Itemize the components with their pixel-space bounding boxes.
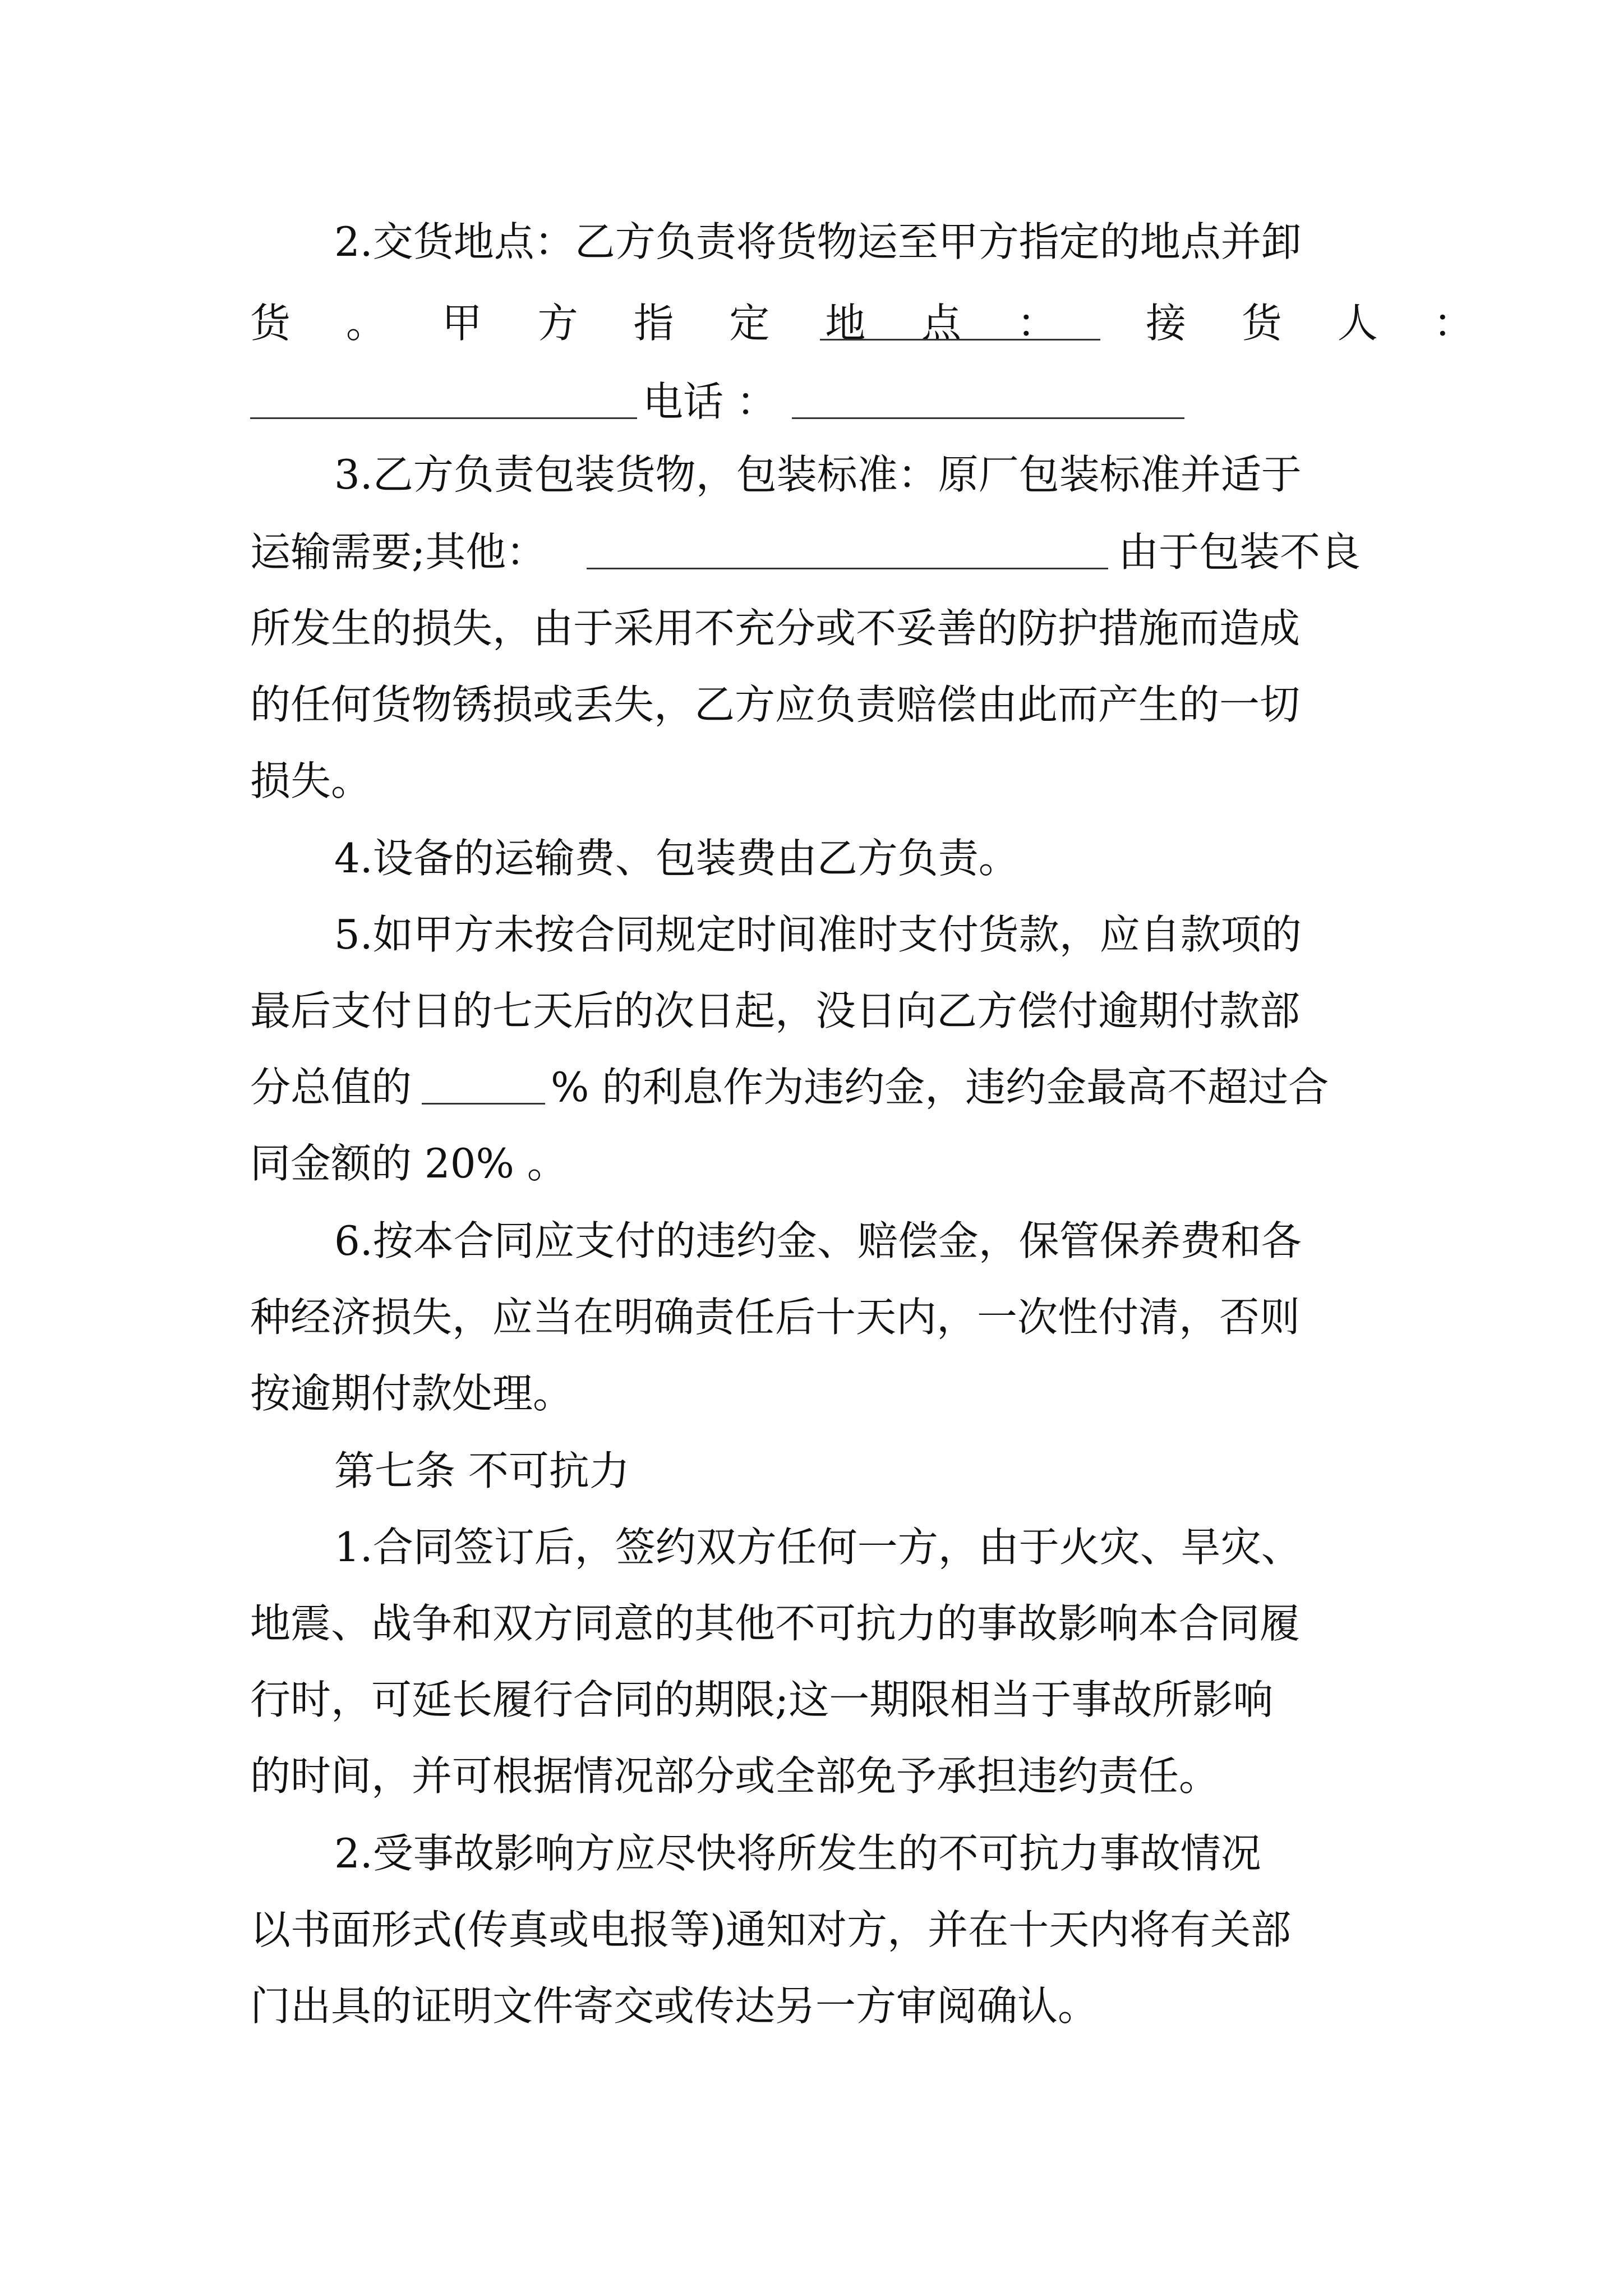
fill-blank-phone [792, 385, 1184, 419]
text-line: 5.如甲方未按合同规定时间准时支付货款，应自款项的 [334, 911, 1302, 958]
text-line: 货 。 甲 方 指 定 地 点 ： [250, 300, 1079, 347]
fill-blank-designated-location [820, 306, 1100, 341]
text-line: 的时间，并可根据情况部分或全部免予承担违约责任。 [250, 1752, 1220, 1800]
text-line: 以书面形式(传真或电报等)通知对方，并在十天内将有关部 [250, 1906, 1292, 1953]
text-line: 6.按本合同应支付的违约金、赔偿金，保管保养费和各 [334, 1217, 1302, 1264]
fill-blank-interest-rate [422, 1070, 545, 1105]
text-line: 同金额的 20% 。 [250, 1140, 568, 1187]
text-line: 1.合同签订后，签约双方任何一方，由于火灾、旱灾、 [334, 1524, 1302, 1571]
text-line: 电话 ： [643, 378, 777, 425]
text-line: 按逾期付款处理。 [250, 1370, 574, 1417]
text-line: 种经济损失，应当在明确责任后十天内，一次性付清，否则 [250, 1294, 1301, 1341]
text-line: 2.受事故影响方应尽快将所发生的不可抗力事故情况 [334, 1830, 1261, 1877]
fill-blank-other-packaging [587, 535, 1108, 569]
text-line: 2.交货地点：乙方负责将货物运至甲方指定的地点并卸 [334, 218, 1302, 265]
fill-blank-receiver [250, 385, 637, 419]
text-line: 门出具的证明文件寄交或传达另一方审阅确认。 [250, 1982, 1099, 2030]
text-line: 运输需要;其他： [250, 528, 547, 576]
text-line: % 的利息作为违约金，违约金最高不超过合 [551, 1064, 1329, 1111]
text-line: 3.乙方负责包装货物，包装标准：原厂包装标准并适于 [334, 451, 1302, 498]
text-line: 接 货 人 ： [1146, 300, 1495, 347]
text-line: 4.设备的运输费、包装费由乙方负责。 [334, 835, 1019, 882]
text-line: 地震、战争和双方同意的其他不可抗力的事故影响本合同履 [250, 1600, 1301, 1647]
section-heading: 第七条 不可抗力 [334, 1447, 630, 1494]
text-line: 损失。 [250, 757, 372, 804]
text-line: 分总值的 [250, 1064, 412, 1111]
text-line: 的任何货物锈损或丢失，乙方应负责赔偿由此而产生的一切 [250, 681, 1301, 728]
text-line: 行时，可延长履行合同的期限;这一期限相当于事故所影响 [250, 1676, 1274, 1723]
text-line: 由于包装不良 [1118, 528, 1361, 576]
text-line: 所发生的损失，由于采用不充分或不妥善的防护措施而造成 [250, 605, 1301, 652]
text-line: 最后支付日的七天后的次日起，没日向乙方偿付逾期付款部 [250, 987, 1301, 1034]
